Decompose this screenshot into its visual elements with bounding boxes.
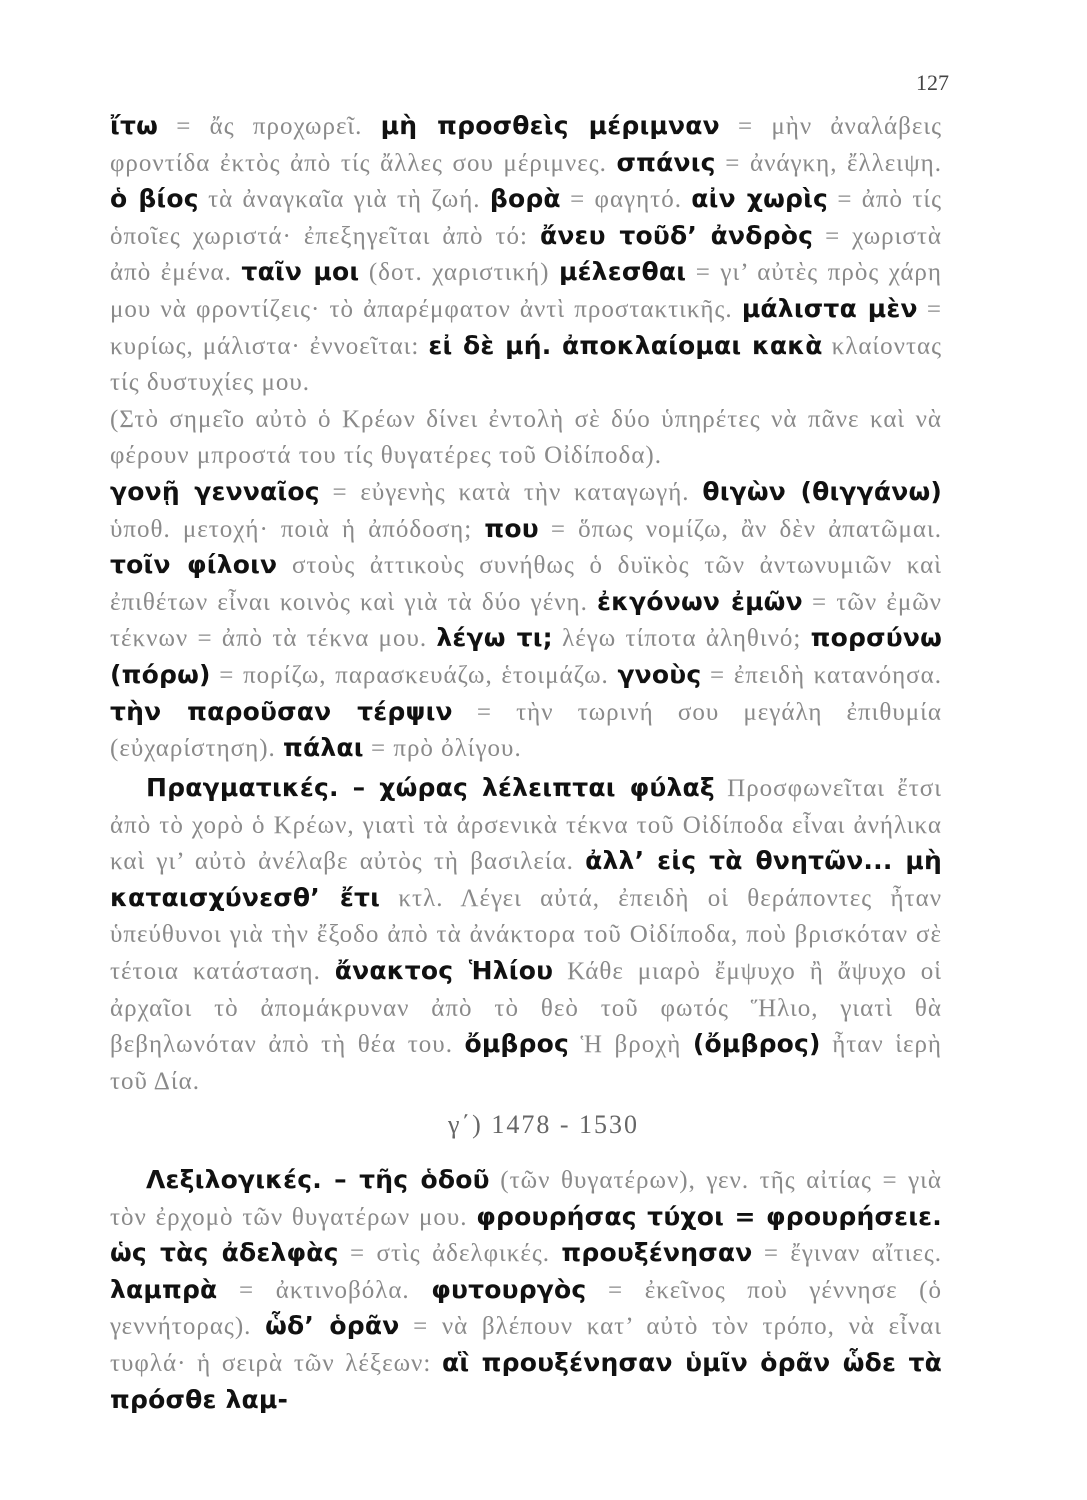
gloss-text: (Στὸ σημεῖο αὐτὸ ὁ Κρέων δίνει ἐντολὴ σὲ δύο ὑπηρέτες νὰ πᾶνε καὶ νὰ φέρουν μπροστά του τίς θυγατέρες τοῦ Οἰδίποδα).	[110, 405, 942, 470]
keyword-text: εἰ δὲ μή. ἀποκλαίομαι κακὰ	[428, 330, 823, 360]
section-title: γ΄) 1478 - 1530	[448, 1110, 639, 1139]
keyword-text: ταῖν μοι	[241, 257, 360, 287]
keyword-text: αἳ προυξένησαν ὑμῖν ὁρᾶν ὧδε τὰ πρόσθε λαμ-	[110, 1347, 942, 1414]
gloss-text: = εὐγενὴς κατὰ τὴν καταγωγή.	[319, 478, 703, 506]
gloss-text: = μὴν ἀναλάβεις φροντίδα ἐκτὸς ἀπὸ τίς ἄλλες σου μέριμνες.	[110, 113, 942, 177]
gloss-text: = ἀκτινοβόλα.	[217, 1276, 432, 1304]
keyword-text: προυξένησαν	[561, 1238, 753, 1268]
gloss-text: τὰ ἀναγκαῖα γιὰ τὴ ζωή.	[198, 186, 490, 214]
gloss-text: ὑποθ. μετοχή· ποιὰ ἡ ἀπόδοση;	[110, 515, 485, 543]
paragraph-3	[110, 474, 942, 767]
keyword-text: μὴ προσθεὶς μέριμναν	[380, 111, 720, 140]
gloss-text: = ἀπὸ τίς ὁποῖες χωριστά· ἐπεξηγεῖται ἀπὸ τό:	[110, 186, 943, 250]
gloss-text: Ἡ βροχὴ	[569, 1031, 693, 1059]
gloss-text: = ὅπως νομίζω, ἂν δὲν ἀπατῶμαι.	[538, 515, 943, 543]
gloss-text: = πορίζω, παρασκευάζω, ἑτοιμάζω.	[210, 661, 618, 689]
paragraph-2	[110, 401, 942, 474]
paragraph-lexical	[110, 1162, 942, 1417]
gloss-text: = ἀνάγκη, ἔλλειψη.	[715, 149, 942, 177]
keyword-text: Πραγματικές. – χώρας λέλειπται φύλαξ	[146, 773, 715, 802]
keyword-text: Λεξιλογικές. – τῆς ὁδοῦ	[146, 1165, 490, 1194]
keyword-text: θιγὼν (θιγγάνω)	[702, 476, 942, 506]
gloss-text: = τῶν ἐμῶν τέκνων = ἀπὸ τὰ τέκνα μου.	[110, 588, 942, 653]
gloss-text: = ἐπειδὴ κατανόησα.	[701, 661, 942, 689]
keyword-text: γονῇ γενναῖος	[110, 476, 320, 506]
keyword-text: (ὄμβρος)	[692, 1029, 821, 1059]
keyword-text: ἄνευ τοῦδ’ ἀνδρὸς	[539, 220, 814, 250]
lexical-notes-block	[110, 1162, 942, 1417]
keyword-text: πάλαι	[283, 733, 364, 763]
keyword-text: τὴν παροῦσαν τέρψιν	[110, 696, 453, 726]
keyword-text: αἰν χωρὶς	[691, 184, 829, 214]
gloss-text: λέγω τίποτα ἀληθινό;	[552, 625, 811, 653]
keyword-text: πορσύνω (πόρω)	[110, 623, 942, 689]
keyword-text: σπάνις	[616, 147, 716, 177]
keyword-text: λέγω τι;	[436, 623, 553, 653]
keyword-text: φυτουργὸς	[431, 1274, 587, 1304]
gloss-text: = νὰ βλέπουν κατ’ αὐτὸ τὸν τρόπο, νὰ εἶναι τυφλά· ἡ σειρὰ τῶν λέξεων:	[110, 1313, 942, 1377]
gloss-text: = ἔγιναν αἴτιες.	[752, 1240, 943, 1268]
keyword-text: ὁ βίος	[110, 184, 199, 214]
gloss-text: Προσφωνεῖται ἔτσι ἀπὸ τὸ χορὸ ὁ Κρέων, γιατὶ τὰ ἀρσενικὰ τέκνα τοῦ Οἰδίποδα εἶναι ἀνήλικα καὶ γι’ αὐτὸ ἀνέλαβε αὐτὸς τὴ βασιλεία.	[110, 775, 942, 876]
gloss-text: = πρὸ ὀλίγου.	[363, 735, 522, 763]
gloss-text: κλαίοντας τίς δυστυχίες μου.	[110, 332, 942, 397]
page-number: 127	[916, 70, 949, 95]
glossary-block-1	[110, 108, 942, 767]
keyword-text: μέλεσθαι	[558, 257, 687, 287]
keyword-text: ἴτω	[110, 111, 159, 140]
factual-notes-block	[110, 770, 942, 1099]
gloss-text: κτλ. Λέγει αὐτά, ἐπειδὴ οἱ θεράποντες ἦταν ὑπεύθυνοι γιὰ τὴν ἔξοδο ἀπὸ τὰ ἀνάκτορα τοῦ Οἰδίποδα, ποὺ βρισκόταν σὲ τέτοια κατάσταση.	[110, 884, 943, 985]
gloss-text: = ἄς προχωρεῖ.	[158, 113, 381, 140]
keyword-text: γνοὺς	[617, 659, 702, 689]
keyword-text: τοῖν φίλοιν	[110, 550, 278, 580]
keyword-text: λαμπρὰ	[110, 1274, 218, 1304]
keyword-text: ἄνακτος Ἡλίου	[334, 955, 554, 985]
gloss-text: = ἐκεῖνος ποὺ γέννησε (ὁ γεννήτορας).	[110, 1276, 942, 1341]
keyword-text: ὄμβρος	[464, 1029, 570, 1059]
gloss-text: = στὶς ἀδελφικές.	[338, 1240, 562, 1268]
keyword-text: φρουρήσας τύχοι = φρουρήσειε. ὡς τὰς ἀδελφὰς	[110, 1201, 942, 1268]
gloss-text: ἦταν ἱερὴ τοῦ Δία.	[110, 1031, 942, 1095]
keyword-text: που	[484, 513, 539, 543]
gloss-text: Κάθε μιαρὸ ἔμψυχο ἢ ἄψυχο οἱ ἀρχαῖοι τὸ ἀπομάκρυναν ἀπὸ τὸ θεὸ τοῦ φωτός Ἥλιο, γιατὶ θὰ βεβηλωνόταν ἀπὸ τὴ θέα του.	[110, 957, 942, 1059]
paragraph-1	[110, 108, 942, 401]
gloss-text: (τῶν θυγατέρων), γεν. τῆς αἰτίας = γιὰ τὸν ἐρχομὸ τῶν θυγατέρων μου.	[110, 1167, 942, 1231]
paragraph-factual	[110, 770, 942, 1099]
gloss-text: = γι’ αὐτὲς πρὸς χάρη μου νὰ φροντίζεις· τὸ ἀπαρέμφατον ἀντὶ προστακτικῆς.	[110, 259, 942, 323]
keyword-text: ἀλλ’ εἰς τὰ θνητῶν... μὴ καταισχύνεσθ’ ἔτι	[110, 846, 942, 912]
gloss-text: (δοτ. χαριστική)	[359, 259, 559, 287]
gloss-text: = φαγητό.	[560, 186, 692, 214]
gloss-text: = χωριστὰ ἀπὸ ἐμένα.	[110, 222, 942, 287]
gloss-text: = τὴν τωρινή σου μεγάλη ἐπιθυμία (εὐχαρίστηση).	[110, 698, 942, 763]
gloss-text: = κυρίως, μάλιστα· ἐννοεῖται:	[110, 295, 942, 360]
keyword-text: ἐκγόνων ἐμῶν	[597, 586, 803, 616]
keyword-text: μάλιστα μὲν	[741, 293, 918, 323]
keyword-text: ὧδ’ ὁρᾶν	[265, 1311, 400, 1341]
gloss-text: στοὺς ἀττικοὺς συνήθως ὁ δυϊκὸς τῶν ἀντωνυμιῶν καὶ ἐπιθέτων εἶναι κοινὸς καὶ γιὰ τὰ δύο γένη.	[110, 552, 942, 616]
keyword-text: βορὰ	[489, 184, 561, 214]
